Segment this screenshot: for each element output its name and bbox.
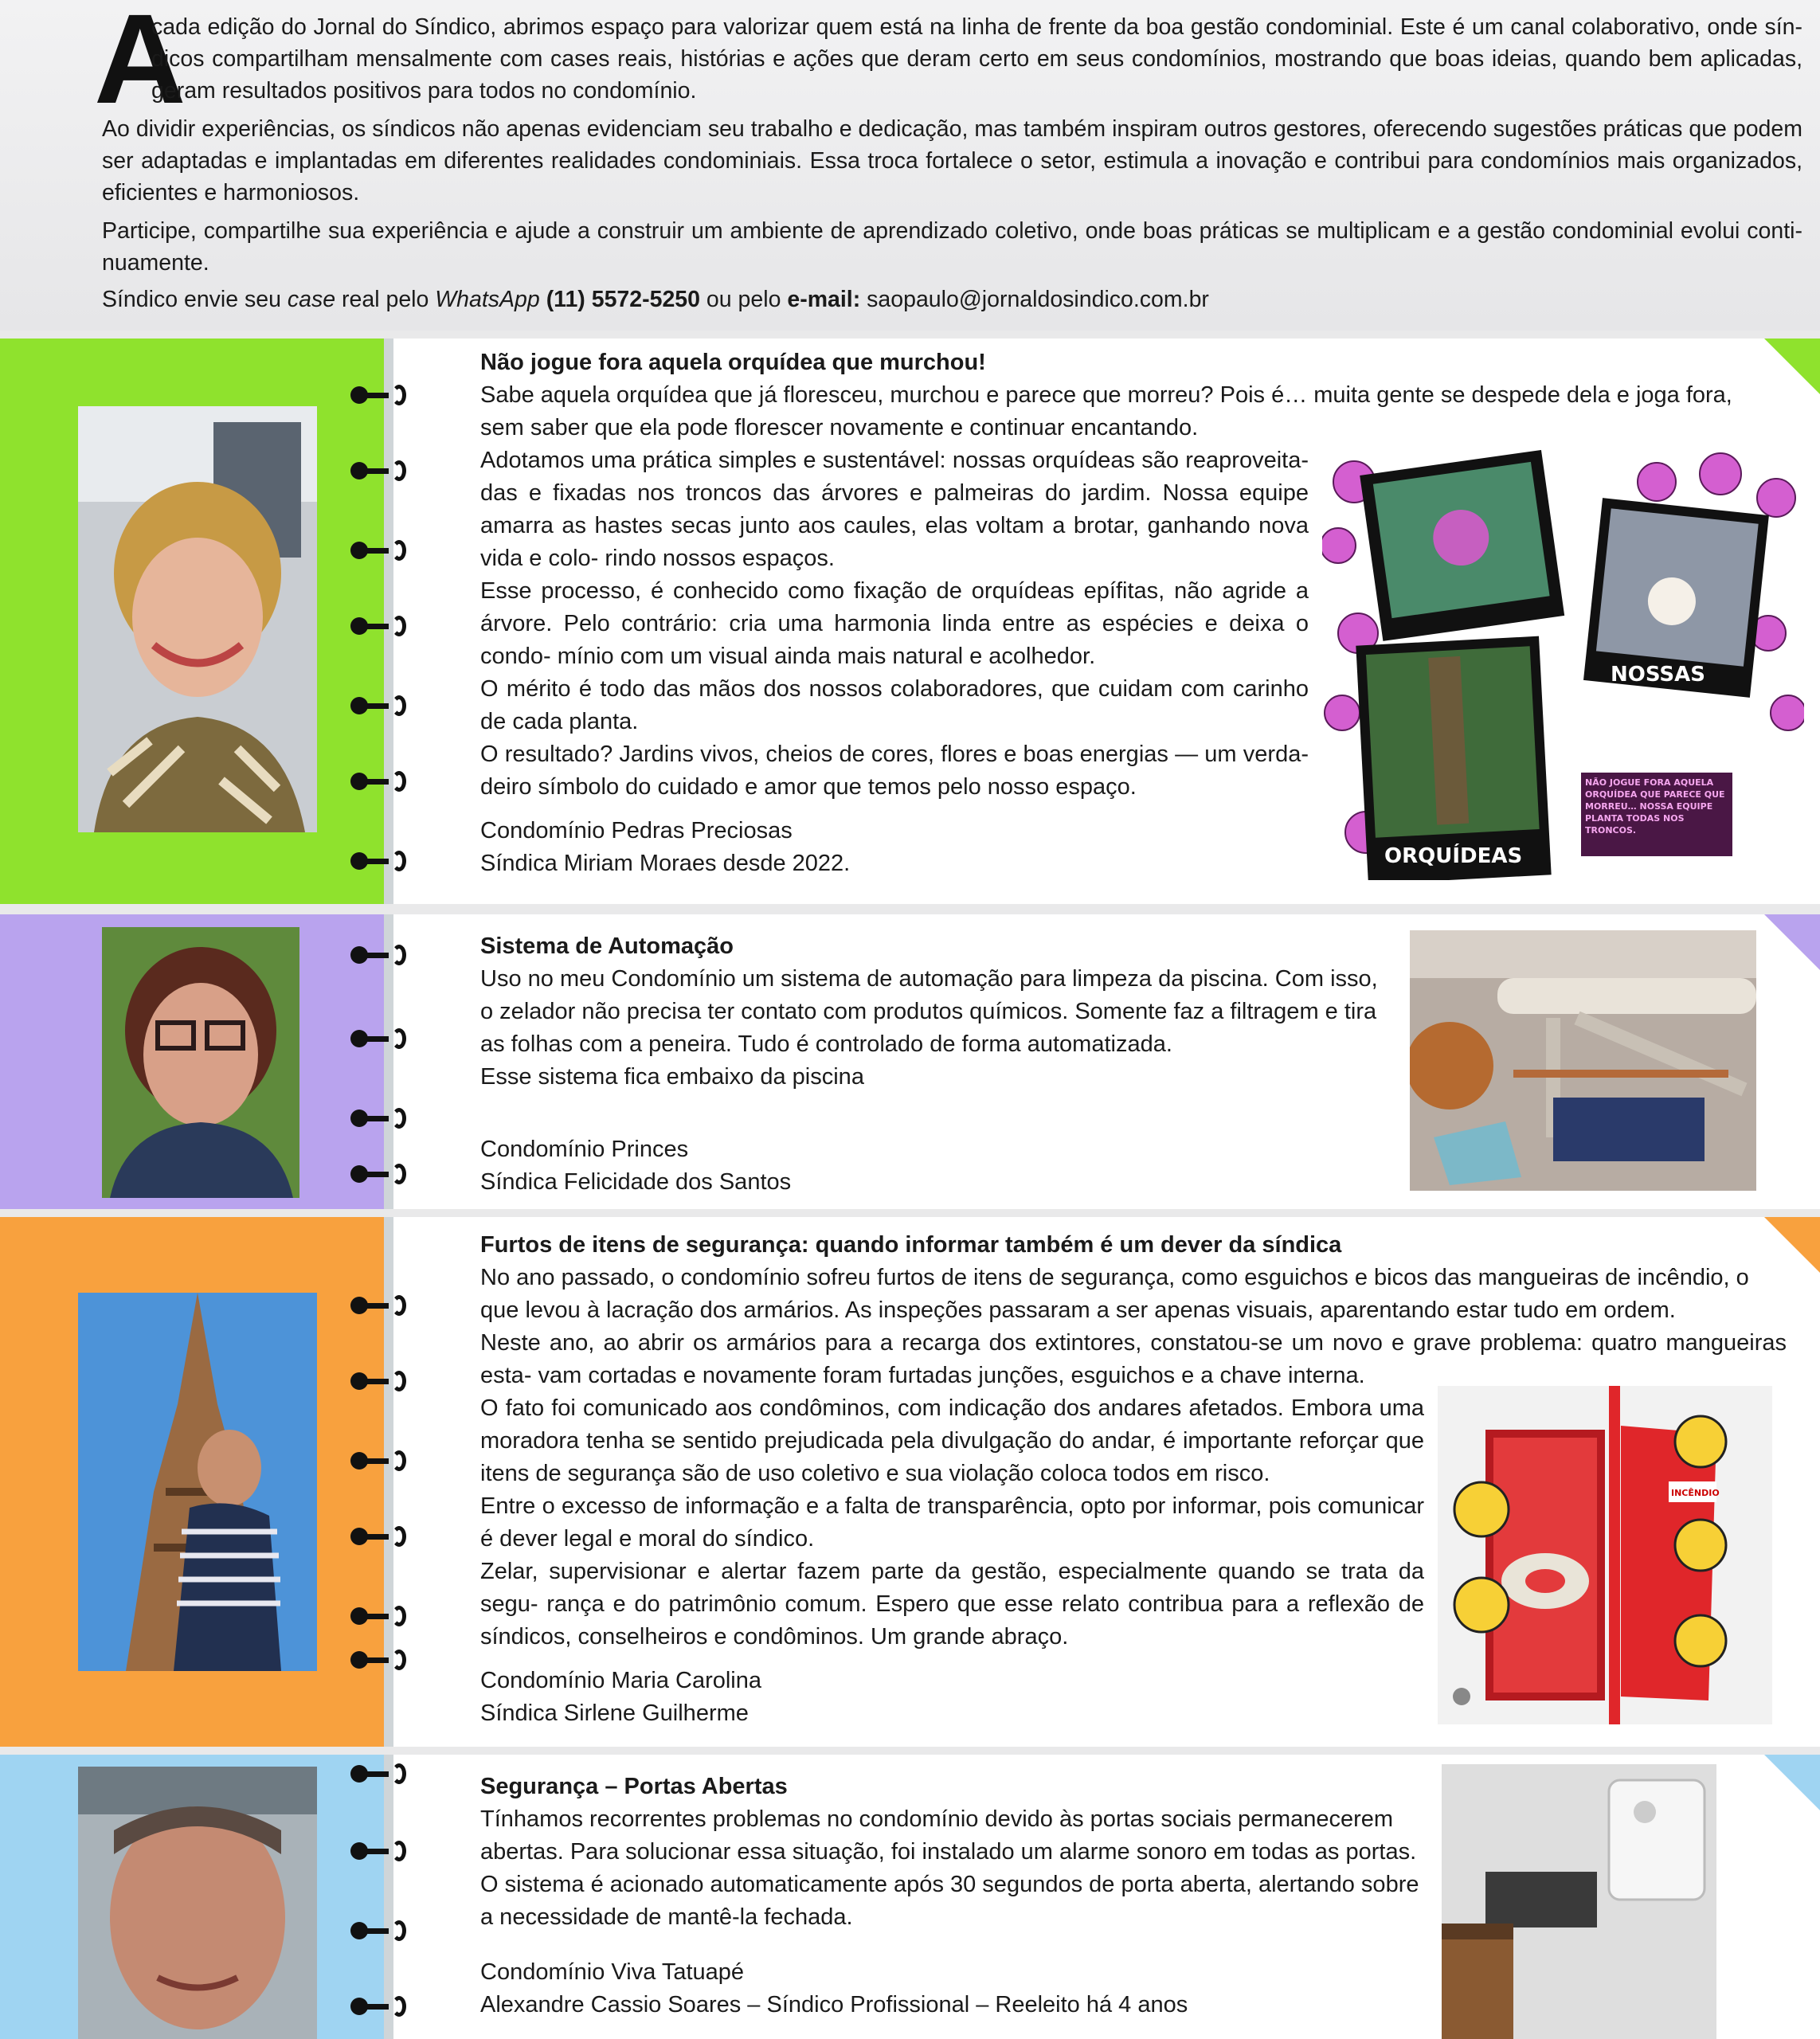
door-alarm-photo bbox=[1442, 1764, 1716, 2039]
case-section-security-theft bbox=[0, 1217, 1820, 1747]
intro-contact-line bbox=[102, 284, 1802, 315]
condo-name: Condomínio Pedras Preciosas bbox=[480, 818, 793, 843]
sindico-name: Síndica Miriam Moraes desde 2022. bbox=[480, 851, 851, 876]
sindico-name: Síndica Sirlene Guilherme bbox=[480, 1700, 749, 1726]
contact-text: Síndico envie seu bbox=[102, 287, 288, 312]
condo-name: Condomínio Viva Tatuapé bbox=[480, 1959, 745, 1985]
condo-name: Condomínio Princes bbox=[480, 1137, 689, 1162]
intro-paragraph-1: cada edição do Jornal do Síndico, abrimos espaço para valorizar quem está na linha de frente da boa gestão condominial. Este é um canal colaborativo, onde sín- dicos compartilham mensalmente com cases reais, histórias e ações que deram certo em seus condomínios, mostrando que boas ideias, quando bem aplicadas, geram resultados positivos para todos no condomínio. bbox=[151, 14, 1802, 104]
portrait-photo bbox=[78, 1293, 317, 1671]
contact-text-3: ou pelo bbox=[700, 287, 788, 312]
contact-case: case bbox=[287, 287, 336, 312]
collage-caption: NÃO JOGUE FORA AQUELA ORQUÍDEA QUE PARECE QUE MORREU… NOSSA EQUIPE PLANTA TODAS NOS TRONCOS. bbox=[1585, 777, 1725, 836]
portrait-photo bbox=[78, 406, 317, 832]
collage-label-orquideas: ORQUÍDEAS bbox=[1384, 844, 1523, 868]
fire-cabinet-photo bbox=[1438, 1386, 1772, 1724]
case-paragraph: Sabe aquela orquídea que já floresceu, murchou e parece que morreu? Pois é… muita gente se despede dela e joga fora, sem saber que ela pode florescer novamente e continuar encantando. bbox=[480, 382, 1732, 440]
case-title: Furtos de itens de segurança: quando informar também é um dever da síndica bbox=[480, 1232, 1342, 1258]
sindico-name: Síndica Felicidade dos Santos bbox=[480, 1169, 792, 1195]
case-paragraph: Uso no meu Condomínio um sistema de automação para limpeza da piscina. Com isso, o zelador não precisa ter contato com produtos químicos. Somente faz a filtragem e tira as folhas com a peneira. Tudo é controlado de forma automatizada. bbox=[480, 966, 1378, 1057]
portrait-photo bbox=[78, 1767, 317, 2039]
orchid-collage bbox=[1322, 450, 1804, 880]
case-paragraph: Adotamos uma prática simples e sustentável: nossas orquídeas são reaproveita- das e fixadas nos troncos das árvores e palmeiras do jardim. Nossa equipe amarra as hastes secas junto aos caules, elas voltam a brotar, ganhando nova vida e colo- rindo nossos espaços. bbox=[480, 448, 1309, 571]
corner-triangle bbox=[1764, 914, 1820, 970]
intro-section bbox=[0, 0, 1820, 331]
case-paragraph: Esse sistema fica embaixo da piscina bbox=[480, 1064, 864, 1090]
case-text bbox=[480, 930, 1380, 1199]
condo-name: Condomínio Maria Carolina bbox=[480, 1668, 761, 1693]
case-section-orchid bbox=[0, 339, 1820, 904]
case-paragraph: O resultado? Jardins vivos, cheios de cores, flores e boas energias — um verda- deiro símbolo do cuidado e amor que temos pelo nosso espaço. bbox=[480, 742, 1309, 800]
intro-paragraph-3: Participe, compartilhe sua experiência e ajude a construir um ambiente de aprendizado coletivo, onde boas práticas se multiplicam e a gestão condominial evolui conti- nuamente. bbox=[102, 218, 1802, 276]
case-paragraph: No ano passado, o condomínio sofreu furtos de itens de segurança, como esguichos e bicos das mangueiras de incêndio, o que levou à lacração dos armários. As inspeções passaram a ser apenas visuais, aparentando estar tudo em ordem. bbox=[480, 1265, 1749, 1323]
contact-email-label: e-mail: bbox=[787, 287, 861, 312]
sindico-name: Alexandre Cassio Soares – Síndico Profissional – Reeleito há 4 anos bbox=[480, 1992, 1188, 2017]
binder-rings bbox=[350, 1217, 422, 1747]
contact-whatsapp: WhatsApp bbox=[435, 287, 540, 312]
case-paragraph: O mérito é todo das mãos dos nossos colaboradores, que cuidam com carinho de cada planta. bbox=[480, 676, 1309, 734]
contact-email[interactable]: saopaulo@jornaldosindico.com.br bbox=[860, 287, 1209, 312]
case-paragraph: Esse processo, é conhecido como fixação de orquídeas epífitas, não agride a árvore. Pelo contrário: cria uma harmonia linda entre as espécies e deixa o condo- mínio com um visual ainda mais natural e acolhedor. bbox=[480, 578, 1309, 669]
binder-rings bbox=[350, 914, 422, 1209]
case-section-automation bbox=[0, 914, 1820, 1209]
case-paragraph: O fato foi comunicado aos condôminos, com indicação dos andares afetados. Embora uma moradora tenha se sentido prejudicada pela divulgação do andar, é importante reforçar que itens de segurança são de uso coletivo e sua violação coloca todos em risco. bbox=[480, 1395, 1424, 1486]
case-paragraph: Tínhamos recorrentes problemas no condomínio devido às portas sociais permanecerem abertas. Para solucionar essa situação, foi instalado um alarme sonoro em todas as portas. O sistema é acionado automaticamente após 30 segundos de porta aberta, alertando sobre a necessidade de mantê-la fechada. bbox=[480, 1806, 1419, 1930]
drop-cap: A bbox=[94, 0, 186, 130]
collage-label-nossas: NOSSAS bbox=[1611, 663, 1705, 687]
cabinet-label: INCÊNDIO bbox=[1671, 1488, 1720, 1498]
binder-rings bbox=[350, 339, 422, 904]
case-paragraph: Neste ano, ao abrir os armários para a recarga dos extintores, constatou-se um novo e grave problema: quatro mangueiras esta- vam cortadas e novamente foram furtadas junções, esguichos e a chave interna. bbox=[480, 1330, 1787, 1388]
case-title: Não jogue fora aquela orquídea que murchou! bbox=[480, 350, 986, 375]
case-paragraph: Entre o excesso de informação e a falta de transparência, opto por informar, pois comunicar é dever legal e moral do síndico. bbox=[480, 1493, 1424, 1552]
intro-paragraph-2: Ao dividir experiências, os síndicos não apenas evidenciam seu trabalho e dedicação, mas também inspiram outros gestores, oferecendo sugestões práticas que podem ser adaptadas e implantadas em diferentes realidades condominiais. Essa troca fortalece o setor, estimula a inovação e contribui para condomínios mais organizados, eficientes e harmoniosos. bbox=[102, 116, 1802, 205]
case-title: Sistema de Automação bbox=[480, 933, 734, 959]
case-text bbox=[480, 1771, 1424, 2021]
portrait-photo bbox=[102, 927, 299, 1198]
case-paragraph: Zelar, supervisionar e alertar fazem parte da gestão, especialmente quando se trata da segu- rança e do patrimônio comum. Espero que esse relato contribua para a reflexão de síndicos, conselheiros e condôminos. Um grande abraço. bbox=[480, 1559, 1424, 1650]
corner-triangle bbox=[1764, 339, 1820, 394]
pool-machine-photo bbox=[1410, 930, 1756, 1191]
corner-triangle bbox=[1764, 1755, 1820, 1810]
contact-phone[interactable]: (11) 5572-5250 bbox=[546, 287, 701, 312]
binder-rings bbox=[350, 1755, 422, 2039]
case-section-open-doors bbox=[0, 1755, 1820, 2039]
case-title: Segurança – Portas Abertas bbox=[480, 1774, 788, 1799]
contact-text-2: real pelo bbox=[335, 287, 436, 312]
